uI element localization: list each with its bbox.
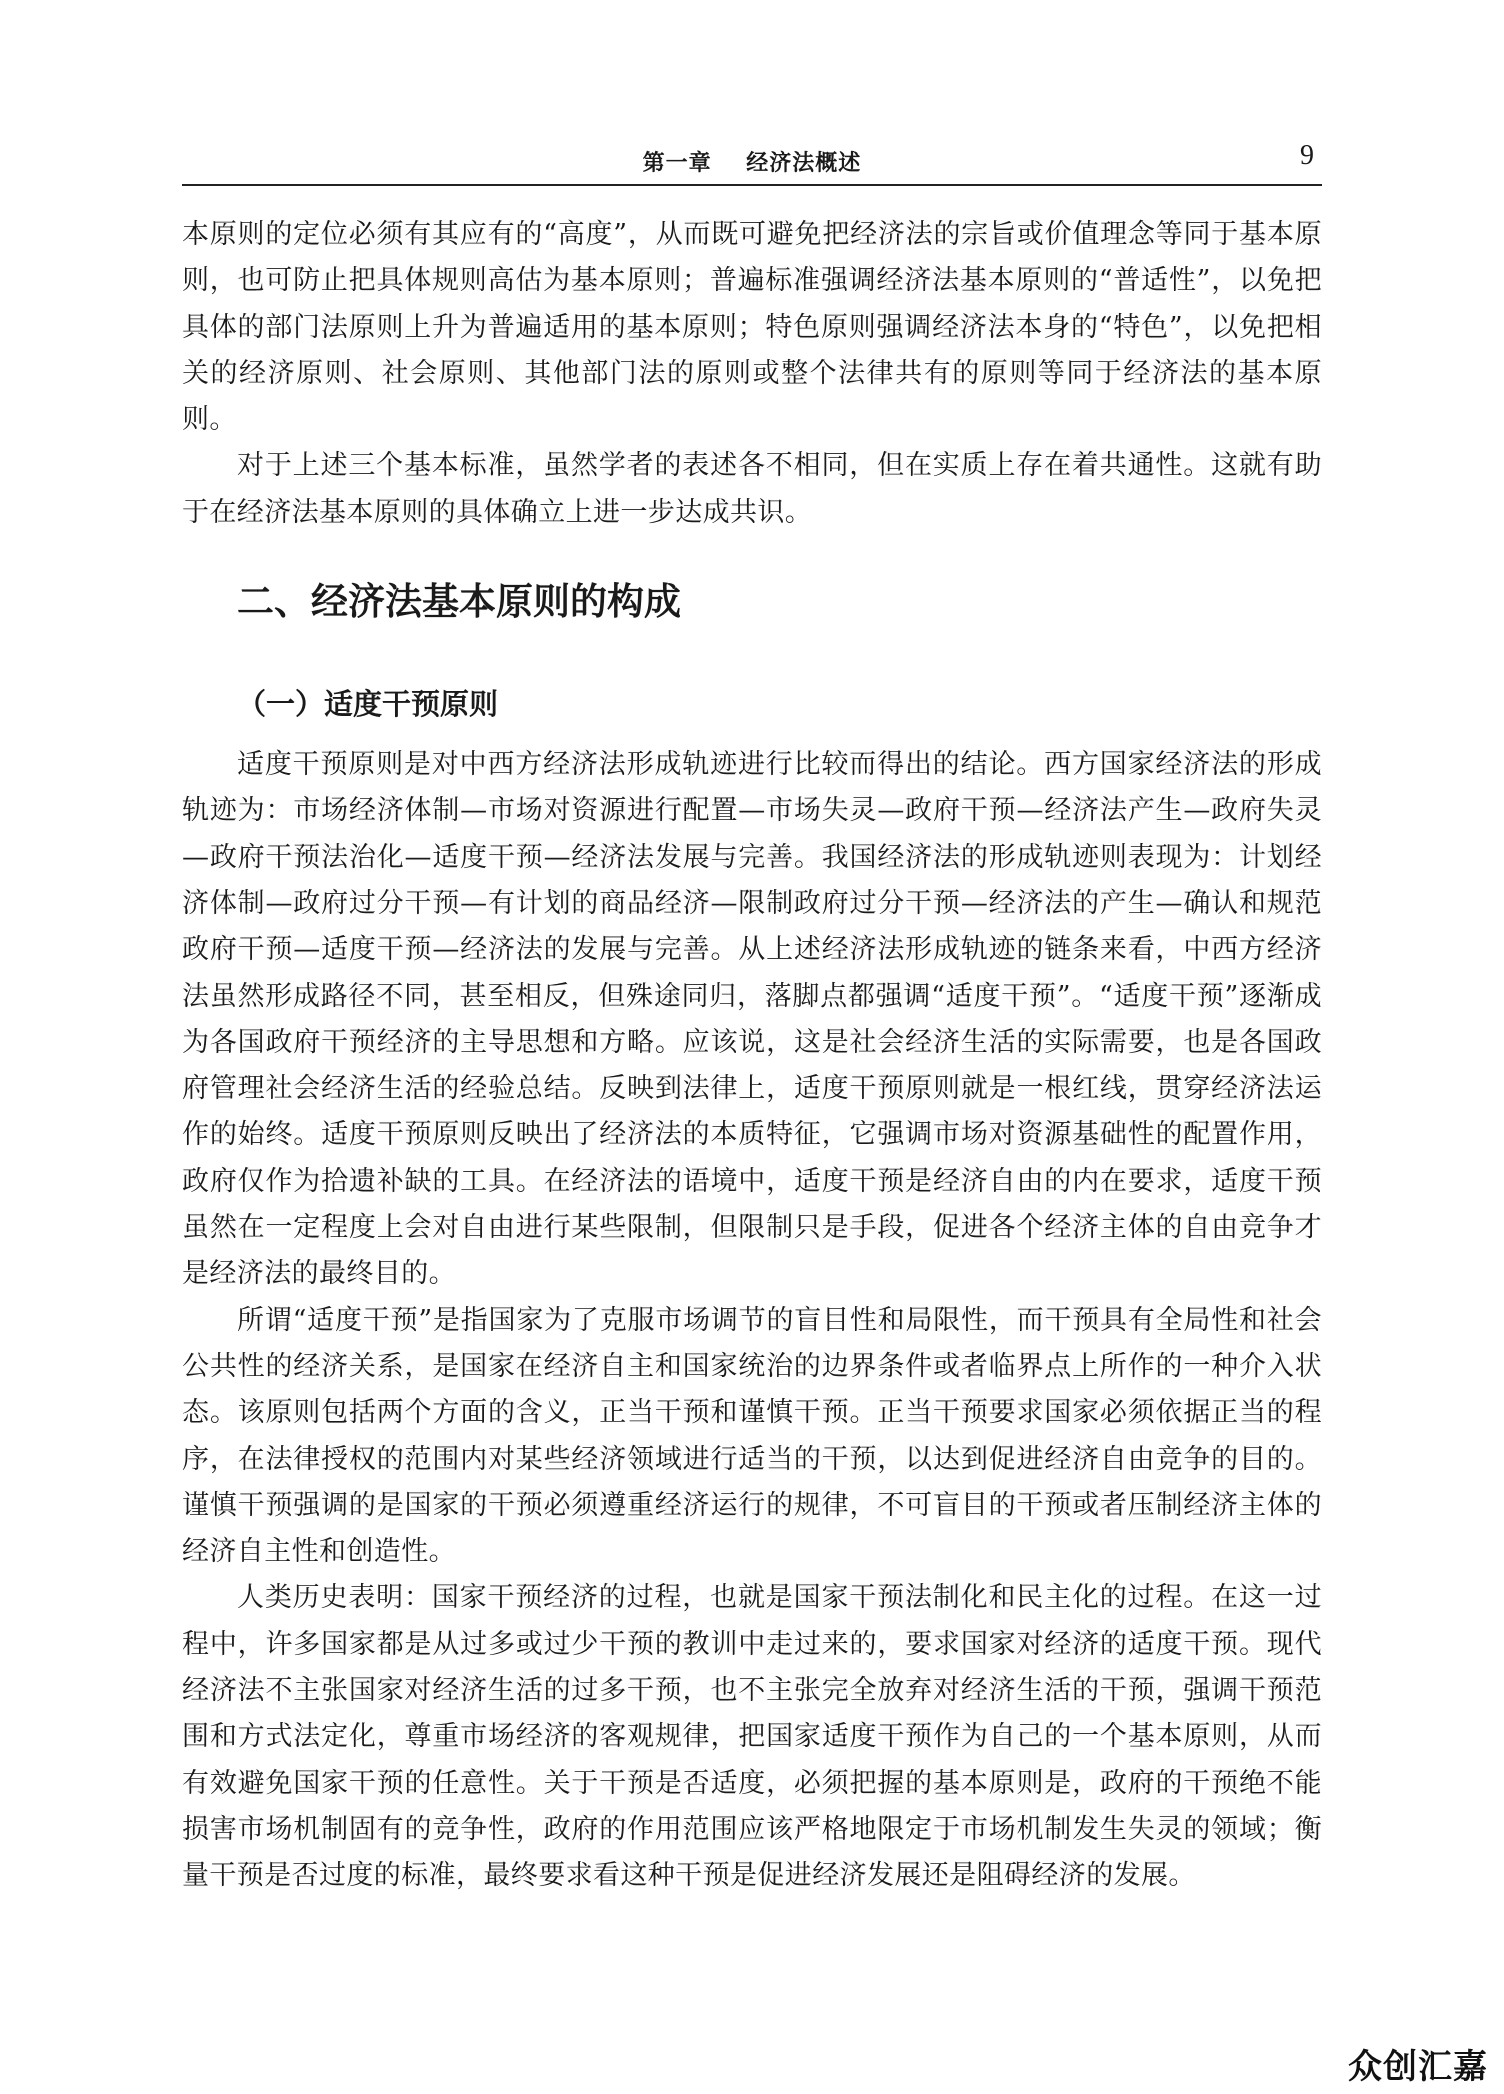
page-number: 9	[1300, 140, 1314, 171]
page-header	[182, 138, 1322, 186]
subsection-heading: （一）适度干预原则	[237, 687, 499, 722]
paragraph-continued: 本原则的定位必须有其应有的“高度”，从而既可避免把经济法的宗旨或价值理念等同于基本原则，也可防止把具体规则高估为基本原则；普遍标准强调经济法基本原则的“普适性”，以免把具体的部门法原则上升为普遍适用的基本原则；特色原则强调经济法本身的“特色”，以免把相关的经济原则、社会原则、其他部门法的原则或整个法律共有的原则等同于经济法的基本原则。	[182, 219, 1322, 436]
paragraph-definition: 所谓“适度干预”是指国家为了克服市场调节的盲目性和局限性，而干预具有全局性和社会公共性的经济关系，是国家在经济自主和国家统治的边界条件或者临界点上所作的一种介入状态。该原则包括两个方面的含义，正当干预和谨慎干预。正当干预要求国家必须依据正当的程序，在法律授权的范围内对某些经济领域进行适当的干预，以达到促进经济自由竞争的目的。谨慎干预强调的是国家的干预必须遵重经济运行的规律，不可盲目的干预或者压制经济主体的经济自主性和创造性。	[182, 1304, 1322, 1568]
paragraph-moderate-intervention: 适度干预原则是对中西方经济法形成轨迹进行比较而得出的结论。西方国家经济法的形成轨迹为：市场经济体制—市场对资源进行配置—市场失灵—政府干预—经济法产生—政府失灵—政府干预法治化—适度干预—经济法发展与完善。我国经济法的形成轨迹则表现为：计划经济体制—政府过分干预—有计划的商品经济—限制政府过分干预—经济法的产生—确认和规范政府干预—适度干预—经济法的发展与完善。从上述经济法形成轨迹的链条来看，中西方经济法虽然形成路径不同，甚至相反，但殊途同归，落脚点都强调“适度干预”。“适度干预”逐渐成为各国政府干预经济的主导思想和方略。应该说，这是社会经济生活的实际需要，也是各国政府管理社会经济生活的经验总结。反映到法律上，适度干预原则就是一根红线，贯穿经济法运作的始终。适度干预原则反映出了经济法的本质特征，它强调市场对资源基础性的配置作用，政府仅作为拾遗补缺的工具。在经济法的语境中，适度干预是经济自由的内在要求，适度干预虽然在一定程度上会对自由进行某些限制，但限制只是手段，促进各个经济主体的自由竞争才是经济法的最终目的。	[182, 749, 1322, 1290]
paragraph-consensus: 对于上述三个基本标准，虽然学者的表述各不相同，但在实质上存在着共通性。这就有助于在经济法基本原则的具体确立上进一步达成共识。	[182, 450, 1322, 528]
paragraph-history: 人类历史表明：国家干预经济的过程，也就是国家干预法制化和民主化的过程。在这一过程中，许多国家都是从过多或过少干预的教训中走过来的，要求国家对经济的适度干预。现代经济法不主张国家对经济生活的过多干预，也不主张完全放弃对经济生活的干预，强调干预范围和方式法定化，尊重市场经济的客观规律，把国家适度干预作为自己的一个基本原则，从而有效避免国家干预的任意性。关于干预是否适度，必须把握的基本原则是，政府的干预绝不能损害市场机制固有的竞争性，政府的作用范围应该严格地限定于市场机制发生失灵的领域；衡量干预是否过度的标准，最终要求看这种干预是促进经济发展还是阻碍经济的发展。	[182, 1582, 1322, 1892]
page-body	[182, 212, 1322, 1900]
running-title: 第一章 经济法概述	[642, 151, 862, 176]
watermark-logo: 众创汇嘉	[1348, 2047, 1488, 2087]
section-heading: 二、经济法基本原则的构成	[237, 580, 681, 624]
